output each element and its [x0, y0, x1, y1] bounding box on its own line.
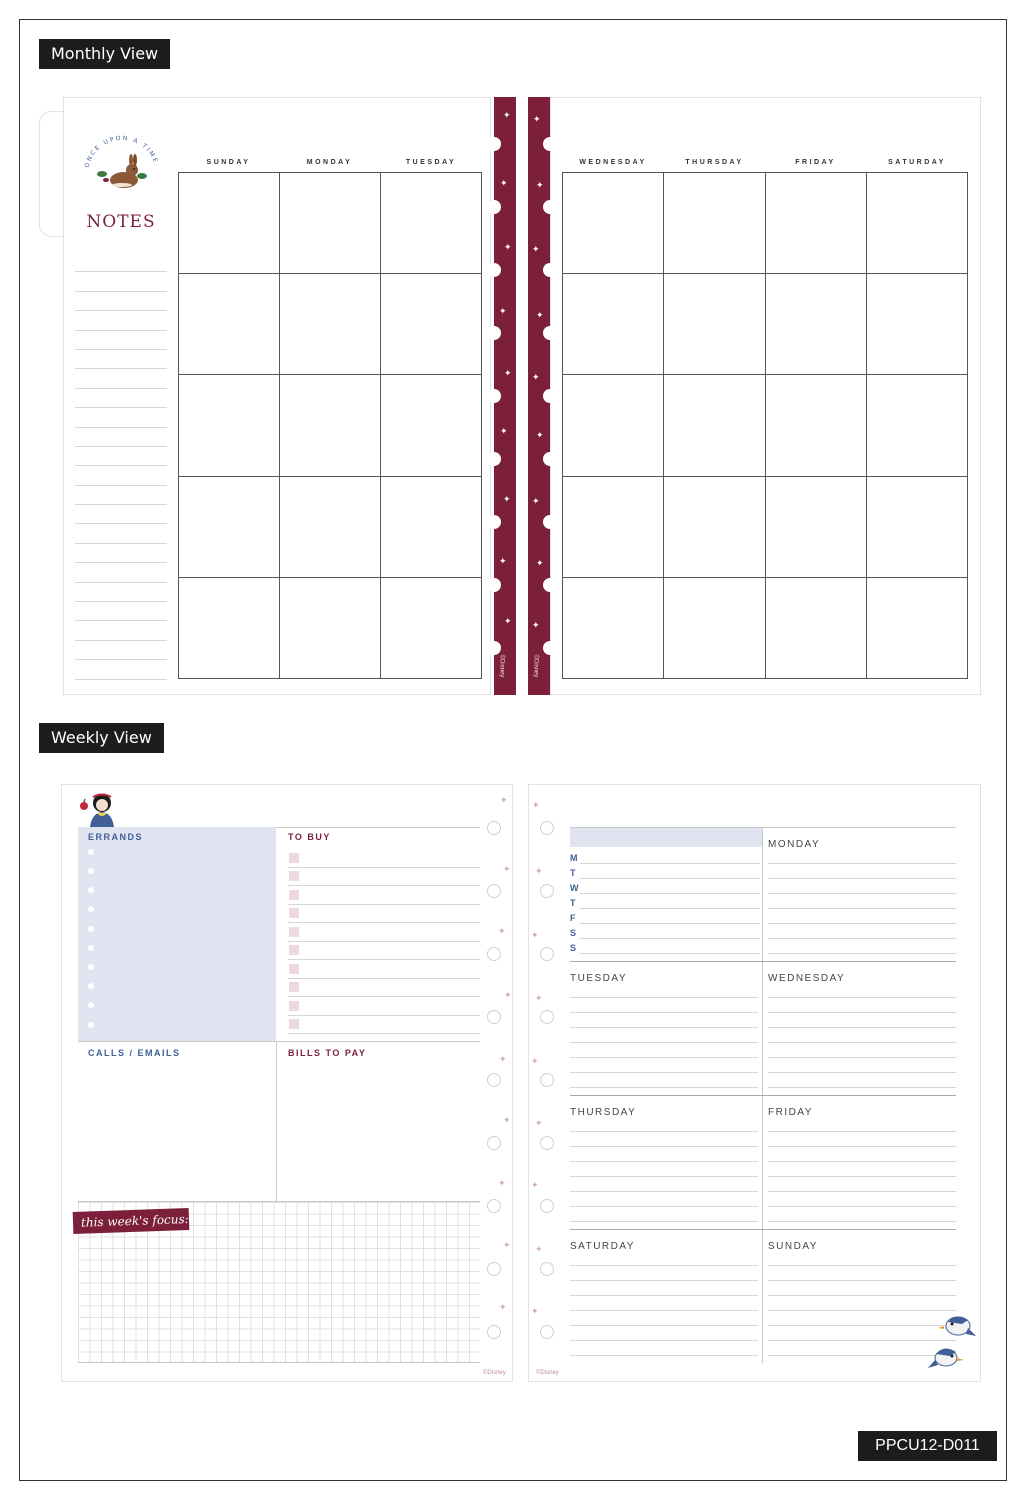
spine-copyright: ©Disney — [532, 654, 539, 678]
day-header-monday: MONDAY — [306, 159, 353, 166]
day-header-friday: FRIDAY — [795, 159, 836, 166]
to-buy-row[interactable] — [288, 997, 480, 1016]
day-title-saturday: SATURDAY — [570, 1241, 635, 1252]
day-box-friday[interactable] — [768, 1103, 956, 1227]
day-header-tuesday: TUESDAY — [405, 159, 457, 166]
to-buy-label: TO BUY — [288, 832, 331, 842]
to-buy-row[interactable] — [288, 923, 480, 942]
week-letter: S — [570, 943, 577, 953]
day-header-wednesday: WEDNESDAY — [579, 159, 647, 166]
to-buy-row[interactable] — [288, 1015, 480, 1034]
day-title-thursday: THURSDAY — [570, 1107, 637, 1118]
bills-to-pay-label: BILLS TO PAY — [288, 1048, 367, 1058]
day-title-friday: FRIDAY — [768, 1107, 813, 1118]
day-title-wednesday: WEDNESDAY — [768, 973, 846, 984]
day-box-monday[interactable] — [768, 835, 956, 959]
to-buy-row[interactable] — [288, 867, 480, 886]
day-box-wednesday[interactable] — [768, 969, 956, 1093]
calls-emails-label: CALLS / EMAILS — [88, 1048, 181, 1058]
calls-emails-area[interactable] — [78, 1058, 276, 1200]
to-buy-row[interactable] — [288, 849, 480, 868]
notes-lines[interactable] — [75, 253, 167, 680]
product-code: PPCU12-D011 — [858, 1431, 997, 1461]
bills-to-pay-area[interactable] — [277, 1058, 480, 1200]
monthly-view-label: Monthly View — [39, 39, 170, 69]
week-letter: F — [570, 913, 576, 923]
spine-copyright: ©Disney — [498, 654, 505, 678]
week-letter: T — [570, 898, 576, 908]
focus-tag: this week's focus: — [73, 1208, 190, 1234]
errands-box[interactable] — [78, 827, 276, 1041]
right-spine-strip: ✦ ✦ ✦ ✦ ✦ ✦ ✦ ✦ ✦ ©Disney — [528, 97, 550, 695]
weekly-copyright-right: ©Disney — [536, 1370, 559, 1376]
day-header-thursday: THURSDAY — [685, 159, 744, 166]
to-buy-row[interactable] — [288, 941, 480, 960]
bluebird-icon — [924, 1310, 978, 1376]
day-title-sunday: SUNDAY — [768, 1241, 818, 1252]
week-title-bar[interactable] — [570, 827, 762, 847]
errands-label: ERRANDS — [88, 832, 144, 842]
day-header-saturday: SATURDAY — [888, 159, 946, 166]
monthly-left-grid[interactable] — [178, 172, 482, 679]
to-buy-row[interactable] — [288, 960, 480, 979]
notes-title: NOTES — [86, 212, 156, 232]
day-header-sunday: SUNDAY — [206, 159, 251, 166]
arc-text: ONCE UPON A TIME — [83, 134, 160, 169]
day-title-monday: MONDAY — [768, 839, 821, 850]
day-title-tuesday: TUESDAY — [570, 973, 627, 984]
week-letter: S — [570, 928, 577, 938]
to-buy-row[interactable] — [288, 904, 480, 923]
week-letter: T — [570, 868, 576, 878]
bunny-icon — [80, 130, 164, 198]
day-box-tuesday[interactable] — [570, 969, 758, 1093]
day-box-thursday[interactable] — [570, 1103, 758, 1227]
snow-white-icon — [76, 789, 116, 827]
weekly-copyright-left: ©Disney — [483, 1370, 506, 1376]
week-letter: M — [570, 853, 578, 863]
monthly-right-grid[interactable] — [562, 172, 968, 679]
to-buy-row[interactable] — [288, 978, 480, 997]
left-spine-strip: ✦ ✦ ✦ ✦ ✦ ✦ ✦ ✦ ✦ ©Disney — [494, 97, 516, 695]
weekly-view-label: Weekly View — [39, 723, 164, 753]
to-buy-row[interactable] — [288, 886, 480, 905]
week-letter: W — [570, 883, 579, 893]
day-box-saturday[interactable] — [570, 1237, 758, 1361]
